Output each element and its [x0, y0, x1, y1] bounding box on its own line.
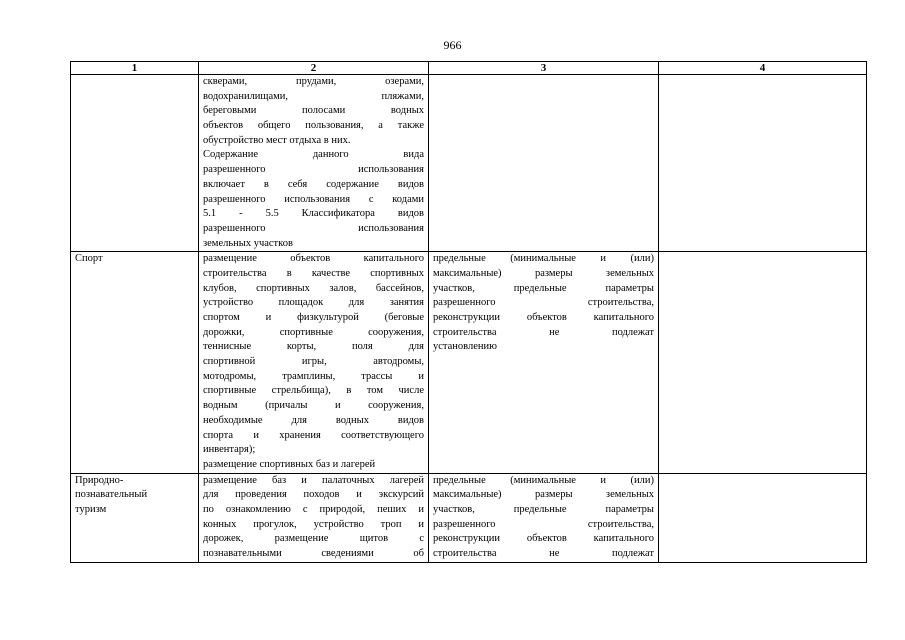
- cell-text-line: Спорт: [75, 253, 103, 265]
- cell-text-line: спортивной игры, автодромы,: [203, 356, 424, 368]
- cell-text-line: включает в себя содержание видов: [203, 178, 424, 190]
- cell-text-line: размещение спортивных баз и лагерей: [203, 458, 376, 470]
- table-row: [71, 75, 867, 252]
- cell-text-line: водохранилищами, пляжами,: [203, 90, 424, 102]
- table-cell-col-2: [199, 473, 429, 562]
- cell-text-line: мотодромы, трамплины, трассы и: [203, 370, 424, 382]
- cell-text-line: Содержание данного вида: [203, 149, 424, 161]
- cell-text-line: необходимые для водных видов: [203, 414, 424, 426]
- table-cell-col-2: [199, 252, 429, 473]
- table-cell-col-1: [71, 473, 199, 562]
- cell-text-line: разрешенного строительства,: [433, 518, 654, 530]
- cell-text-line: установлению: [433, 341, 497, 353]
- cell-text-line: участков, предельные параметры: [433, 282, 654, 294]
- cell-text-line: Природно-: [75, 474, 124, 486]
- cell-text-line: водным (причалы и сооружения,: [203, 400, 424, 412]
- cell-text-line: спорта и хранения соответствующего: [203, 429, 424, 441]
- header-col-1: 1: [71, 62, 199, 75]
- table-row: [71, 252, 867, 473]
- cell-text-line: познавательными сведениями об: [203, 548, 424, 559]
- cell-text-line: конных прогулок, устройство троп и: [203, 518, 424, 530]
- table-cell-col-4: [659, 252, 867, 473]
- cell-text-line: теннисные корты, поля для: [203, 341, 424, 353]
- cell-text-line: строительства не подлежат: [433, 548, 654, 559]
- table-cell-col-4: [659, 473, 867, 562]
- cell-text-line: разрешенного использования: [203, 222, 424, 234]
- cell-text-line: предельные (минимальные и (или): [433, 474, 654, 486]
- cell-text-line: спортивные стрельбища), в том числе: [203, 385, 424, 397]
- table-cell-col-3: [429, 252, 659, 473]
- cell-text-line: максимальные) размеры земельных: [433, 267, 654, 279]
- table-cell-col-1: [71, 252, 199, 473]
- cell-text-line: туризм: [75, 503, 107, 515]
- cell-text-line: предельные (минимальные и (или): [433, 253, 654, 265]
- cell-text-line: для проведения походов и экскурсий: [203, 489, 424, 501]
- cell-text-line: клубов, спортивных залов, бассейнов,: [203, 282, 424, 294]
- table-cell-col-4: [659, 75, 867, 252]
- table-cell-col-3: [429, 75, 659, 252]
- cell-text-line: устройство площадок для занятия: [203, 297, 424, 309]
- header-col-4: 4: [659, 62, 867, 75]
- cell-text-line: строительства не подлежат: [433, 326, 654, 338]
- table-cell-col-3: [429, 473, 659, 562]
- cell-text-line: спортом и физкультурой (беговые: [203, 312, 424, 323]
- table-cell-col-2: [199, 75, 429, 252]
- page-number: 966: [443, 38, 462, 52]
- land-use-table: [70, 61, 867, 563]
- header-row: [71, 62, 867, 75]
- cell-text-line: максимальные) размеры земельных: [433, 489, 654, 501]
- cell-text-line: разрешенного использования с кодами: [203, 193, 424, 205]
- cell-text-line: разрешенного использования: [203, 164, 424, 176]
- cell-text-line: по ознакомлению с природой, пеших и: [203, 503, 424, 515]
- cell-text-line: инвентаря);: [203, 444, 256, 456]
- table-row: [71, 473, 867, 562]
- cell-text-line: размещение объектов капитального: [203, 253, 424, 265]
- table-cell-col-1: [71, 75, 199, 252]
- cell-text-line: разрешенного строительства,: [433, 297, 654, 309]
- cell-text-line: дорожки, спортивные сооружения,: [203, 326, 424, 338]
- cell-text-line: строительства в качестве спортивных: [203, 267, 424, 279]
- cell-text-line: скверами, прудами, озерами,: [203, 76, 424, 87]
- cell-text-line: участков, предельные параметры: [433, 503, 654, 515]
- cell-text-line: 5.1 - 5.5 Классификатора видов: [203, 208, 424, 220]
- cell-text-line: береговыми полосами водных: [203, 105, 424, 117]
- cell-text-line: реконструкции объектов капитального: [433, 312, 654, 323]
- cell-text-line: познавательный: [75, 489, 148, 501]
- cell-text-line: дорожек, размещение щитов с: [203, 533, 424, 545]
- cell-text-line: размещение баз и палаточных лагерей: [203, 474, 424, 486]
- header-col-2: 2: [199, 62, 429, 75]
- cell-text-line: земельных участков: [203, 237, 293, 249]
- cell-text-line: обустройство мест отдыха в них.: [203, 134, 351, 146]
- header-col-3: 3: [429, 62, 659, 75]
- cell-text-line: объектов общего пользования, а также: [203, 120, 424, 132]
- cell-text-line: реконструкции объектов капитального: [433, 533, 654, 545]
